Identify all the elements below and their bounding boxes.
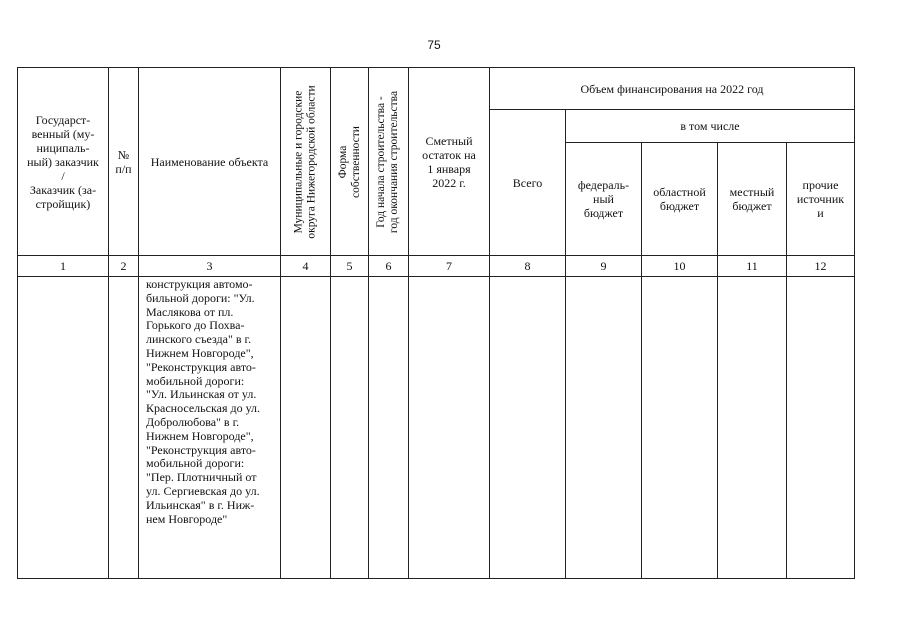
- header-construction-years: Год начала строительства - год окончания строительства: [375, 90, 401, 233]
- column-number-1: 1: [60, 259, 66, 273]
- header-including: в том числе: [680, 119, 740, 133]
- column-number-9: 9: [600, 259, 607, 273]
- header-estimated-balance: Сметный остаток на 1 января 2022 г.: [422, 133, 476, 190]
- header-regional-budget: областной бюджет: [653, 185, 706, 213]
- column-number-8: 8: [524, 259, 531, 273]
- header-object-name: Наименование объекта: [150, 154, 269, 169]
- column-number-10: 10: [673, 259, 686, 273]
- header-municipality: Муниципальные и городские округа Нижегородской области: [292, 84, 318, 239]
- numbers-bottom-border: [17, 276, 855, 277]
- table-row-object-name: конструкция автомо- бильной дороги: "Ул. Маслякова от пл. Горького до Похва- линского съезда" в г. Нижнем Новгороде", "Реконструкция авто- мобильной дороги: "Ул. Ильинская от ул. Красносельская до ул. Добролюбова" в г. Нижнем Новгороде", "Реконструкция авто- мобильной дороги: "Пер. Плотничный от ул. Сергиевская до ул. Ильинская" в г. Ниж- нем Новгороде": [146, 277, 261, 526]
- column-number-7: 7: [446, 259, 452, 273]
- column-number-3: 3: [206, 259, 213, 273]
- header-financing-volume: Объем финансирования на 2022 год: [580, 81, 764, 96]
- header-federal-budget: федераль- ный бюджет: [577, 178, 630, 220]
- column-number-11: 11: [746, 259, 758, 273]
- column-number-5: 5: [346, 259, 353, 273]
- header-customer: Государст- венный (му- ниципаль- ный) заказчик / Заказчик (за- стройщик): [27, 112, 99, 211]
- header-ownership-form: Форма собственности: [336, 125, 362, 198]
- header-local-budget: местный бюджет: [729, 185, 775, 213]
- table-border-right: [854, 67, 855, 579]
- column-number-12: 12: [814, 259, 827, 273]
- column-number-4: 4: [302, 259, 309, 273]
- page-number: 75: [427, 38, 441, 52]
- column-number-6: 6: [385, 259, 392, 273]
- column-number-2: 2: [120, 259, 127, 273]
- table-border-bottom: [17, 578, 855, 579]
- header-other-sources: прочие источник и: [796, 178, 845, 220]
- header-row-number: № п/п: [115, 147, 132, 176]
- header-total: Всего: [512, 175, 543, 190]
